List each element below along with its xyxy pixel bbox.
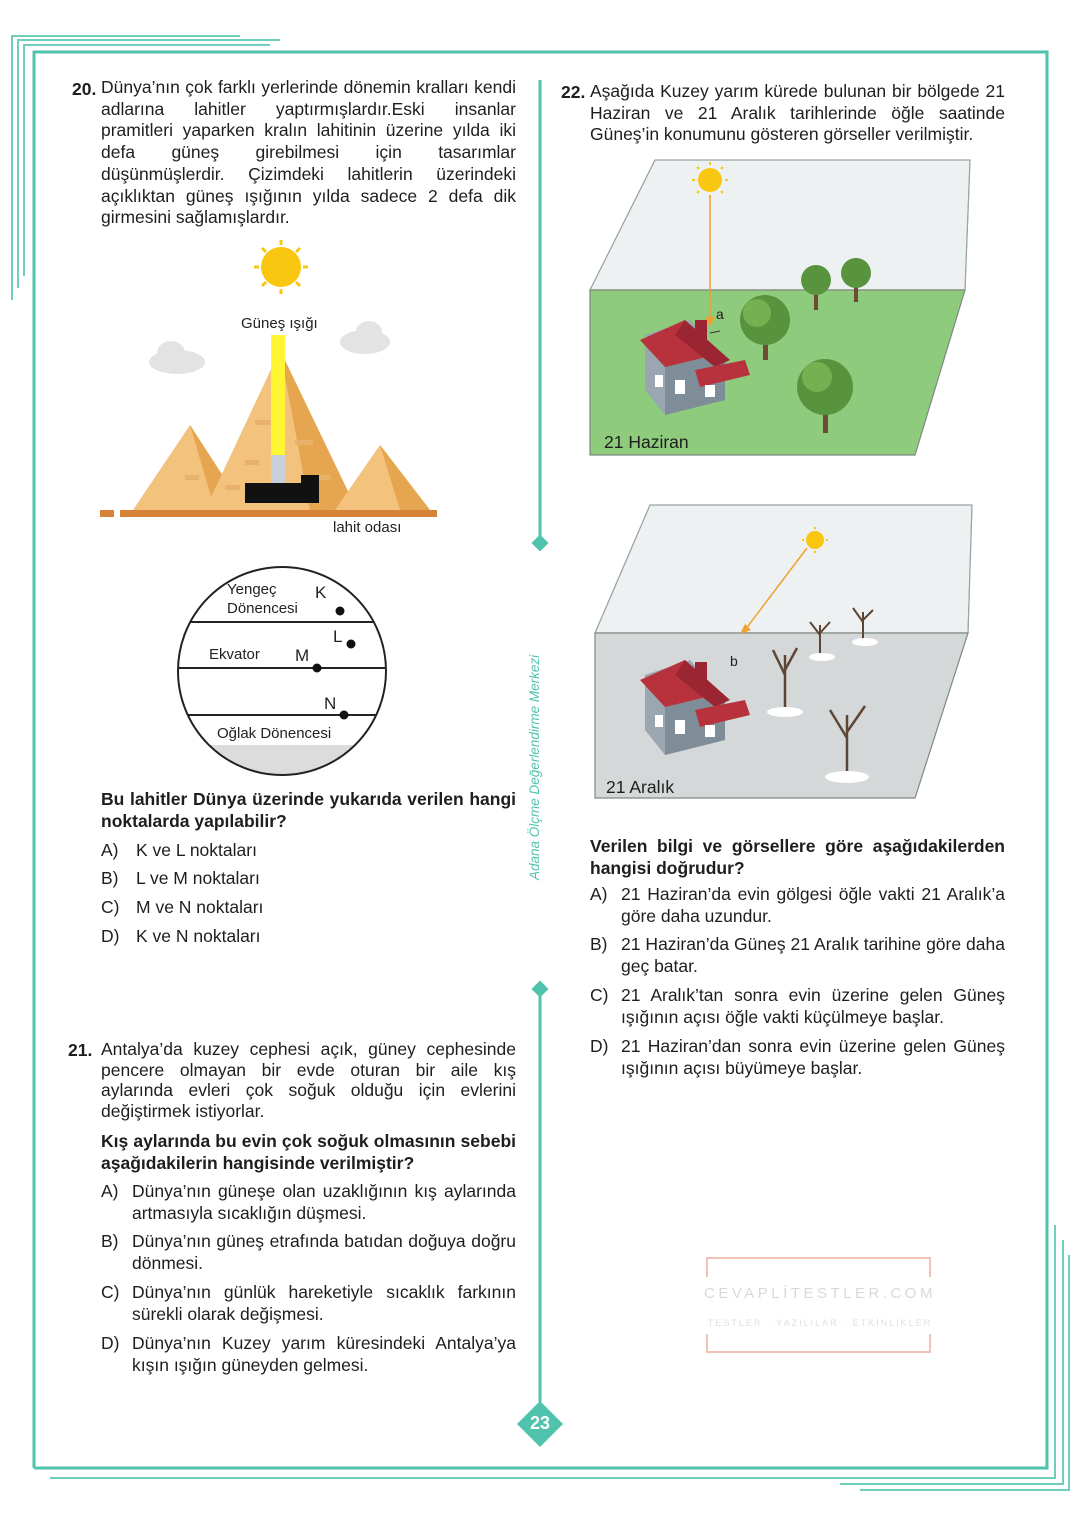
- q20-option-a[interactable]: A) K ve L noktaları: [101, 840, 257, 860]
- q22-option-a[interactable]: A) 21 Haziran’da evin gölgesi öğle vakti 21 Aralık’a göre daha uzundur.: [590, 884, 1005, 926]
- q21-intro: Antalya’da kuzey cephesi açık, güney cephesinde pencere olmayan bir evde oturan bir aile kış aylarında evleri çok soğuk olduğu için evlerini değiştirmek istiyorlar.: [101, 1039, 516, 1121]
- chamber-label: lahit odası: [333, 519, 402, 536]
- label-m: M: [295, 646, 310, 665]
- point-n: [340, 711, 349, 720]
- label-k: K: [315, 583, 327, 602]
- q20-intro: Dünya’nın çok farklı yerlerinde dönemin kralları kendi adlarına lahitler yaptırmışlardır.Eski insanlar pramitleri yaparken kralın lahitinin üzerine yılda iki defa güneş girebilmesi için tasarımlar düşünmüşlerdir. Çizimdeki lahitlerin üzerindeki açıklıktan güneş ışığının yılda sadece 2 defa dik girmesini sağlamışlardır.: [101, 77, 516, 228]
- point-m: [313, 664, 322, 673]
- q20-option-b[interactable]: B) L ve M noktaları: [101, 868, 260, 888]
- label-n: N: [324, 694, 337, 713]
- q21-option-b[interactable]: B) Dünya’nın güneş etrafında batıdan doğuya doğru dönmesi.: [101, 1231, 516, 1273]
- cancer-label-2: Dönencesi: [227, 600, 298, 617]
- sunlight-label: Güneş ışığı: [241, 315, 318, 332]
- q20-option-c[interactable]: C) M ve N noktaları: [101, 897, 264, 917]
- equator-label: Ekvator: [209, 646, 260, 663]
- summer-label: 21 Haziran: [604, 432, 689, 452]
- q22-option-d[interactable]: D) 21 Haziran’dan sonra evin üzerine gelen Güneş ışığının açısı büyümeye başlar.: [590, 1036, 1005, 1078]
- q22-option-c[interactable]: C) 21 Aralık’tan sonra evin üzerine gelen Güneş ışığının açısı öğle vakti küçülmeye başlar.: [590, 985, 1005, 1027]
- winter-scene: [585, 500, 975, 805]
- capricorn-label: Oğlak Dönencesi: [217, 725, 332, 742]
- summer-scene: [585, 155, 975, 460]
- point-l: [347, 640, 356, 649]
- winter-label: 21 Aralık: [606, 777, 675, 797]
- watermark-frame: [700, 1252, 940, 1362]
- sun-icon: [254, 240, 308, 294]
- page-number: 23: [529, 1413, 551, 1433]
- q22-number: 22.: [561, 82, 586, 102]
- q21-option-c[interactable]: C) Dünya’nın günlük hareketiyle sıcaklık farkının sürekli olarak değişmesi.: [101, 1282, 516, 1324]
- angle-a-label: a: [716, 306, 724, 322]
- q22-intro: Aşağıda Kuzey yarım kürede bulunan bir bölgede 21 Haziran ve 21 Aralık tarihlerinde öğle saatinde Güneş’in konumunu gösteren görseller verilmiştir.: [590, 81, 1005, 145]
- q22-question: Verilen bilgi ve görsellere göre aşağıdakilerden hangisi doğrudur?: [590, 836, 1005, 878]
- side-text: Adana Ölçme Değerlendirme Merkezi: [527, 654, 542, 880]
- q20-number: 20.: [72, 79, 97, 99]
- q22-option-b[interactable]: B) 21 Haziran’da Güneş 21 Aralık tarihine göre daha geç batar.: [590, 934, 1005, 976]
- watermark-subtitle: TESTLER · YAZILILAR · ETKİNLİKLER: [707, 1318, 933, 1328]
- q21-option-d[interactable]: D) Dünya’nın Kuzey yarım küresindeki Antalya’ya kışın ışığın güneyden gelmesi.: [101, 1333, 516, 1375]
- label-l: L: [333, 627, 343, 646]
- watermark-title: CEVAPLİTESTLER.COM: [704, 1285, 936, 1302]
- q20-option-d[interactable]: D) K ve N noktaları: [101, 926, 261, 946]
- q20-question: Bu lahitler Dünya üzerinde yukarıda verilen hangi noktalarda yapılabilir?: [101, 789, 516, 831]
- cloud-icon: [149, 341, 205, 374]
- angle-b-label: b: [730, 653, 738, 669]
- pyramid-illustration: [95, 240, 445, 525]
- globe-diagram: [175, 564, 390, 779]
- cancer-label-1: Yengeç: [227, 581, 277, 598]
- q21-number: 21.: [68, 1040, 93, 1060]
- cloud-icon: [340, 321, 390, 354]
- q21-option-a[interactable]: A) Dünya’nın güneşe olan uzaklığının kış aylarında artmasıyla sıcaklığın düşmesi.: [101, 1181, 516, 1223]
- point-k: [336, 607, 345, 616]
- q21-question: Kış aylarında bu evin çok soğuk olmasının sebebi aşağıdakilerin hangisinde verilmiştir?: [101, 1131, 516, 1173]
